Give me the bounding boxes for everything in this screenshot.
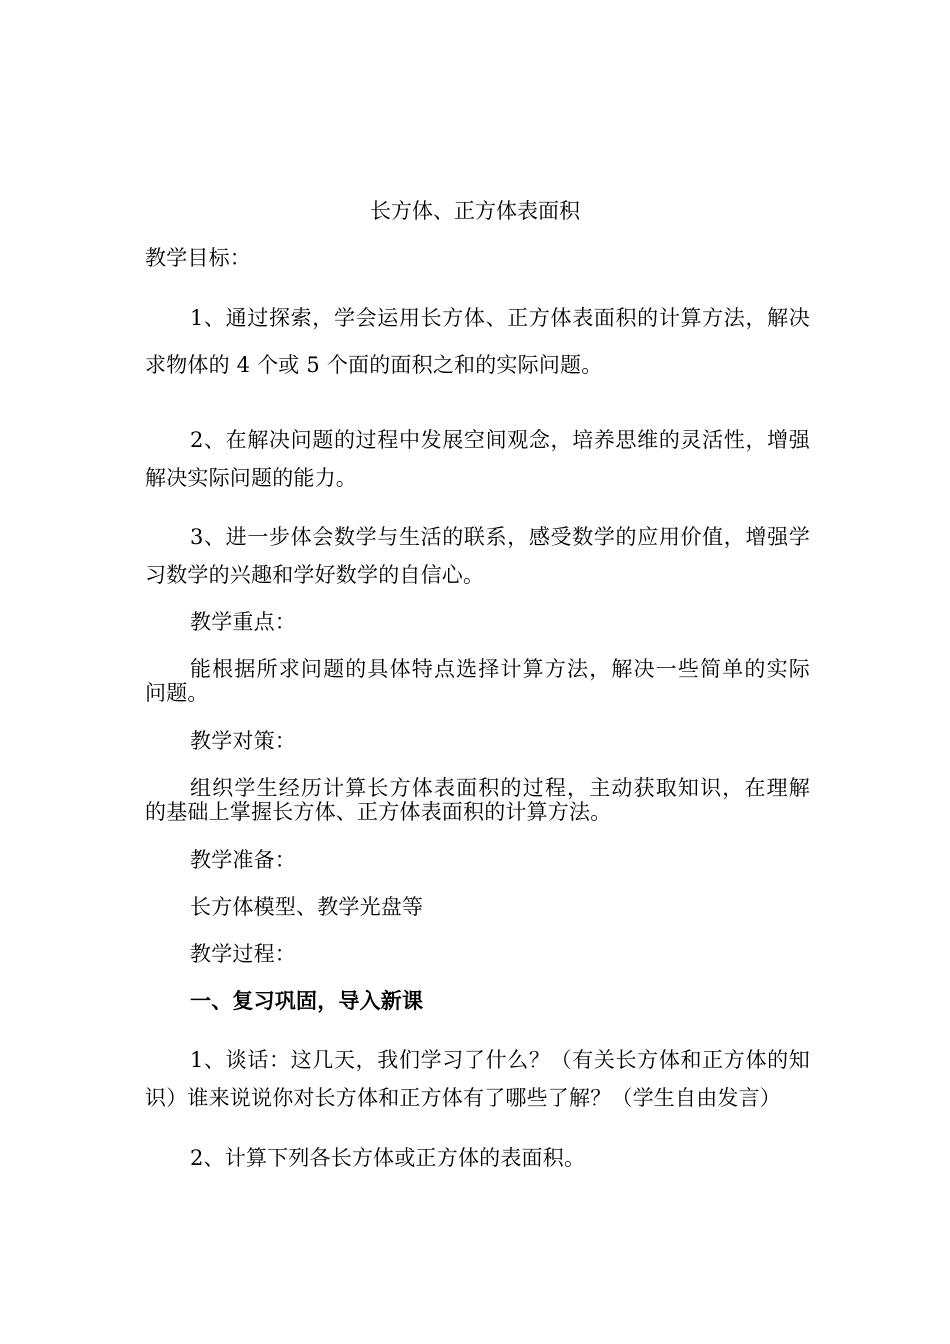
process-heading: 教学过程： xyxy=(190,942,296,966)
objective-2-line-1: 2、在解决问题的过程中发展空间观念，培养思维的灵活性，增强 xyxy=(190,428,810,452)
step-1-line-1: 1、谈话：这几天，我们学习了什么？（有关长方体和正方体的知 xyxy=(190,1048,810,1072)
objective-2-line-2: 解决实际问题的能力。 xyxy=(145,466,357,490)
key-point-heading: 教学重点： xyxy=(190,610,296,634)
objective-1-line-1: 1、通过探索，学会运用长方体、正方体表面积的计算方法，解决 xyxy=(190,306,810,330)
strategy-line-1: 组织学生经历计算长方体表面积的过程，主动获取知识，在理解 xyxy=(190,776,810,800)
strategy-heading: 教学对策： xyxy=(190,729,296,753)
key-point-line-1: 能根据所求问题的具体特点选择计算方法，解决一些简单的实际 xyxy=(190,657,810,681)
step-1-line-2: 识）谁来说说你对长方体和正方体有了哪些了解？（学生自由发言） xyxy=(145,1086,781,1110)
objective-1-line-2: 求物体的 4 个或 5 个面的面积之和的实际问题。 xyxy=(145,353,603,377)
preparation-heading: 教学准备： xyxy=(190,848,296,872)
document-title: 长方体、正方体表面积 xyxy=(370,199,580,223)
key-point-line-2: 问题。 xyxy=(145,681,209,705)
strategy-line-2: 的基础上掌握长方体、正方体表面积的计算方法。 xyxy=(145,800,612,824)
objective-3-line-2: 习数学的兴趣和学好数学的自信心。 xyxy=(145,563,485,587)
step-2-line-1: 2、计算下列各长方体或正方体的表面积。 xyxy=(190,1146,586,1170)
section-1-heading: 一、复习巩固，导入新课 xyxy=(190,989,424,1013)
objectives-heading: 教学目标： xyxy=(145,246,251,270)
preparation-text: 长方体模型、教学光盘等 xyxy=(190,895,424,919)
objective-3-line-1: 3、进一步体会数学与生活的联系，感受数学的应用价值，增强学 xyxy=(190,525,810,549)
